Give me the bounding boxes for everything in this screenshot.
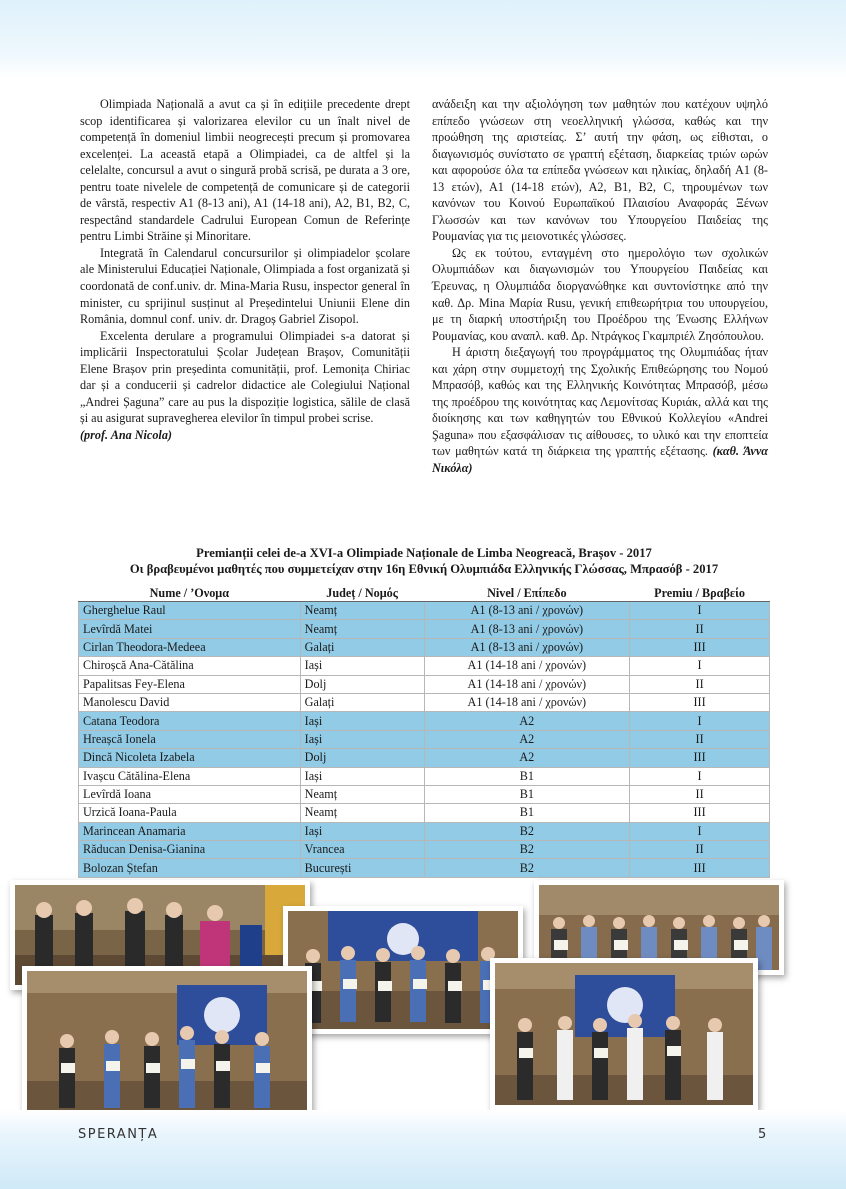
article-paragraph: [432, 344, 768, 476]
table-row: [79, 822, 770, 840]
cell-level: A1 (8-13 ani / χρονών): [424, 602, 630, 620]
cell-level: A2: [424, 712, 630, 730]
cell-county: Iași: [300, 657, 424, 675]
cell-name: Ivașcu Cătălina-Elena: [79, 767, 301, 785]
cell-county: Iași: [300, 712, 424, 730]
cell-prize: I: [630, 767, 770, 785]
table-header-row: [79, 586, 770, 602]
author-signature: (prof. Ana Nicola): [80, 427, 172, 442]
cell-name: Urzică Ioana-Paula: [79, 804, 301, 822]
cell-level: B2: [424, 841, 630, 859]
award-photo-2: [283, 906, 523, 1034]
cell-county: Iași: [300, 767, 424, 785]
cell-level: A1 (14-18 ani / χρονών): [424, 693, 630, 711]
cell-prize: I: [630, 657, 770, 675]
cell-prize: I: [630, 712, 770, 730]
table-row: [79, 785, 770, 803]
cell-county: Neamț: [300, 620, 424, 638]
cell-level: A2: [424, 730, 630, 748]
cell-level: A1 (14-18 ani / χρονών): [424, 657, 630, 675]
table-row: [79, 657, 770, 675]
article-paragraph: ανάδειξη και την αξιολόγηση των μαθητών που κατέχουν υψηλό επίπεδο γνώσεων στη νεοελληνική γλώσσα, καθώς και την προώθηση της αριστείας. Σ’ αυτή την φάση, ως είθισται, ο διαγωνισμός συνίστατο σε γραπτή εξέταση, διαρκείας τριών ωρών και αφορούσε όλα τα επίπεδα γνώσεων και ηλικίας, δηλαδή A1 (8-13 ετών), A1 (14-18 ετών), A2, B1, B2, C, τηρουμένων των κανόνων του Κοινού Ευρωπαϊκού Πλαισίου Αναφοράς Ξένων Γλωσσών και των κανόνων του Υπουργείου Παιδείας της Ρουμανίας για τις μειονοτικές γλώσσες.: [432, 97, 768, 244]
cell-county: Neamț: [300, 602, 424, 620]
magazine-name: SPERANȚA: [78, 1127, 159, 1142]
cell-prize: II: [630, 620, 770, 638]
column-header-prize: Premiu / Βραβείο: [630, 586, 770, 602]
cell-county: București: [300, 859, 424, 877]
cell-name: Manolescu David: [79, 693, 301, 711]
table-row: [79, 730, 770, 748]
table-row: [79, 693, 770, 711]
cell-name: Gherghelue Raul: [79, 602, 301, 620]
cell-name: Hreașcă Ionela: [79, 730, 301, 748]
table-row: [79, 675, 770, 693]
cell-name: Răducan Denisa-Gianina: [79, 841, 301, 859]
cell-name: Marincean Anamaria: [79, 822, 301, 840]
article-column-romanian: [80, 96, 410, 443]
cell-county: Dolj: [300, 675, 424, 693]
award-photo-5: [490, 958, 758, 1110]
cell-prize: III: [630, 859, 770, 877]
column-header-level: Nivel / Επίπεδο: [424, 586, 630, 602]
article-paragraph: Integrată în Calendarul concursurilor și olimpiadelor școlare ale Ministerului Educației Naționale, Olimpiada a fost organizată și coordonată de conf.univ. dr. Mina-Maria Rusu, inspector general în minister, cu sprijinul susținut al Președintelui Uniunii Elene din România, domnul conf. univ. dr. Dragoș Gabriel Zisopol.: [80, 245, 410, 327]
award-photo-4: [22, 966, 312, 1118]
cell-prize: I: [630, 602, 770, 620]
article-paragraph: [80, 328, 410, 444]
cell-level: B1: [424, 767, 630, 785]
cell-name: Dincă Nicoleta Izabela: [79, 749, 301, 767]
table-row: [79, 767, 770, 785]
page-number: 5: [758, 1127, 767, 1142]
table-title-greek: Οι βραβευμένοι μαθητές που συμμετείχαν στην 16η Εθνική Ολυμπιάδα Ελληνικής Γλώσσας, Μπρασόβ - 2017: [129, 562, 719, 576]
article-paragraph-text: Excelenta derulare a programului Olimpiadei s-a datorat și implicării Inspectoratului Școlar Județean Brașov, Comunității Elene Brașov prin președinta comunității, prof. Lemonița Chiriac dar și a conducerii și cadrelor didactice ale Colegiului Național „Andrei Șaguna” care au pus la dispoziție logistica, sălile de clasă și au asigurat supravegherea elevilor în timpul probei scrise.: [80, 328, 410, 426]
table-row: [79, 841, 770, 859]
cell-level: B1: [424, 785, 630, 803]
author-signature: (καθ. Άννα Νικόλα): [432, 444, 768, 476]
article-column-greek: [432, 96, 768, 477]
cell-prize: III: [630, 693, 770, 711]
cell-prize: III: [630, 749, 770, 767]
top-decorative-band: [0, 0, 846, 78]
cell-county: Dolj: [300, 749, 424, 767]
column-header-county: Județ / Νομός: [300, 586, 424, 602]
cell-prize: I: [630, 822, 770, 840]
article-paragraph: Olimpiada Națională a avut ca și în edițiile precedente drept scop identificarea și valorizarea elevilor cu un înalt nivel de competență în domeniul limbii neogrecești precum și promovarea excelenței. La această etapă a Olimpiadei, ca de altfel și la celelalte, concursul a avut o singură probă scrisă, pe durata a 3 ore, pentru toate nivelele de competență de comunicare și de categorii de vârstă, respectiv A1 (8-13 ani), A1 (14-18 ani), A2, B1, B2, C, respectând standardele Cadrului European Comun de Referințe pentru Limbi Străine și Minoritare.: [80, 97, 410, 244]
article-paragraph-text: Η άριστη διεξαγωγή του προγράμματος της Ολυμπιάδας ήταν και χάρη στην συμμετοχή της Σχολικής Επιθεώρησης του Νομού Μπρασόβ, καθώς και της Ελληνικής Κοινότητας Μπρασόβ, μέσω της προέδρου της κοινότητας κας Λεμονίτσας Κυριάκ, αλλά και της διοίκησης και των καθηγητών του Εθνικού Κολλεγίου «Andrei Şaguna» που εξασφάλισαν τις αίθουσες, το υλικό και την εποπτεία των μαθητών κατά τη διάρκεια της γραπτής εξέτασης.: [432, 345, 768, 459]
cell-name: Levîrdă Matei: [79, 620, 301, 638]
table-row: [79, 859, 770, 877]
table-body: [79, 602, 770, 878]
cell-level: B2: [424, 859, 630, 877]
cell-name: Cirlan Theodora-Medeea: [79, 638, 301, 656]
cell-level: A1 (8-13 ani / χρονών): [424, 620, 630, 638]
article-paragraph: Ως εκ τούτου, ενταγμένη στο ημερολόγιο των σχολικών Ολυμπιάδων και διαγωνισμών του Υπουργείου Παιδείας και Έρευνας, η Ολυμπιάδα διοργανώθηκε και συντονίστηκε από την καθ. Δρ. Mina Μαρία Rusu, γενική επιθεωρήτρια του υπουργείου, με τη διαρκή υποστήριξη του Προέδρου της Ένωσης Ελλήνων Ρουμανίας, κου αναπλ. καθ. Δρ. Ντράγκος Γκαμπριέλ Ζησόπουλου.: [432, 245, 768, 343]
cell-prize: II: [630, 730, 770, 748]
table-title-romanian: Premianții celei de-a XVI-a Olimpiade Naționale de Limba Neogreacă, Brașov - 2017: [196, 546, 652, 560]
cell-county: Galați: [300, 693, 424, 711]
cell-name: Catana Teodora: [79, 712, 301, 730]
table-row: [79, 712, 770, 730]
cell-county: Iași: [300, 730, 424, 748]
cell-level: B1: [424, 804, 630, 822]
cell-prize: II: [630, 675, 770, 693]
cell-prize: II: [630, 785, 770, 803]
table-row: [79, 749, 770, 767]
cell-name: Papalitsas Fey-Elena: [79, 675, 301, 693]
cell-county: Galați: [300, 638, 424, 656]
cell-prize: III: [630, 804, 770, 822]
cell-county: Iași: [300, 822, 424, 840]
cell-prize: III: [630, 638, 770, 656]
cell-level: B2: [424, 822, 630, 840]
cell-county: Vrancea: [300, 841, 424, 859]
column-header-name: Nume / ’Ονομα: [79, 586, 301, 602]
cell-level: A1 (14-18 ani / χρονών): [424, 675, 630, 693]
cell-county: Neamț: [300, 804, 424, 822]
cell-name: Bolozan Ștefan: [79, 859, 301, 877]
cell-prize: II: [630, 841, 770, 859]
table-row: [79, 804, 770, 822]
cell-county: Neamț: [300, 785, 424, 803]
table-row: [79, 638, 770, 656]
cell-level: A1 (8-13 ani / χρονών): [424, 638, 630, 656]
table-row: [79, 602, 770, 620]
table-row: [79, 620, 770, 638]
cell-level: A2: [424, 749, 630, 767]
bottom-decorative-band: [0, 1110, 846, 1189]
cell-name: Levîrdă Ioana: [79, 785, 301, 803]
winners-table: [78, 586, 770, 878]
cell-name: Chiroșcă Ana-Cătălina: [79, 657, 301, 675]
